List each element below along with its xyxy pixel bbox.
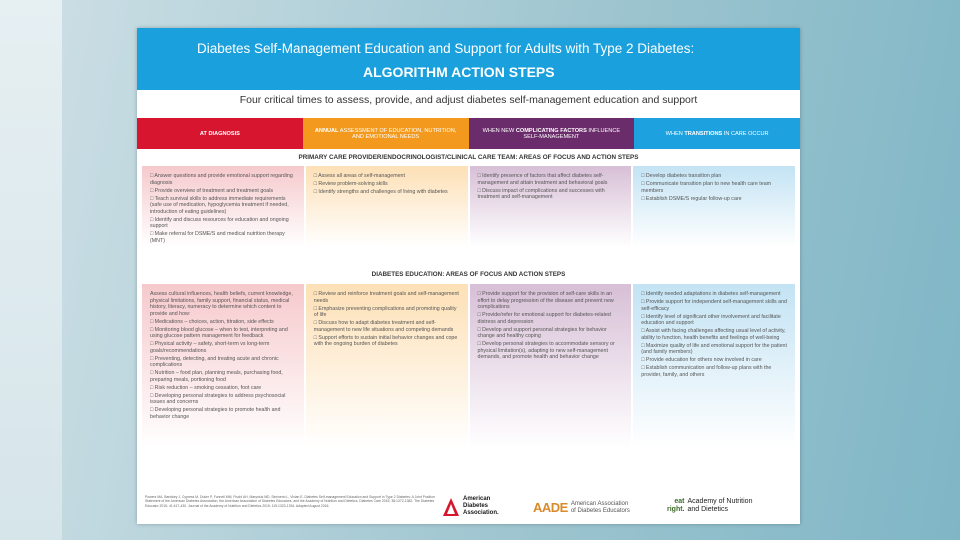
action-item: □ Monitoring blood glucose – when to test, interpreting and using glucose pattern management for feedback [150,326,288,339]
action-item: □ Provide support for independent self-management skills and self-efficacy [641,299,787,312]
section2-col-annual [306,284,468,489]
section1-col-diagnosis [142,166,304,267]
action-item: □ Emphasize preventing complications and promoting quality of life [313,305,457,318]
ada-line2: Diabetes [463,503,489,509]
ada-mark-icon [442,497,460,517]
phase-header-row [137,118,800,149]
section2-col-transitions [633,284,795,489]
aade-line1: American Association [570,500,629,507]
action-item: □ Identify needed adaptations in diabetes self-management [641,291,781,297]
title-bar [137,28,800,90]
section1-title: PRIMARY CARE PROVIDER/ENDOCRINOLOGIST/CLINICAL CARE TEAM: AREAS OF FOCUS AND ACTION STEPS [298,154,639,161]
left-decor-strip [0,0,62,540]
and-line2: and Dietetics [687,506,728,513]
action-item: □ Communicate transition plan to new health care team members [641,181,772,194]
action-item: □ Review and reinforce treatment goals and self-management needs [313,291,459,304]
phase-at-diagnosis [137,118,303,149]
and-line1: Academy of Nutrition [687,498,753,505]
action-item: □ Provide/refer for emotional support for diabetes-related distress and depression [477,312,611,325]
phase-2-rest: ASSESSMENT OF EDUCATION, NUTRITION, AND EMOTIONAL NEEDS [338,127,457,140]
ada-line3: Association. [463,510,499,516]
aade-line2: of Diabetes Educators [570,507,630,514]
section2-title: DIABETES EDUCATION: AREAS OF FOCUS AND ACTION STEPS [371,271,566,278]
action-item: □ Assist with facing challenges affecting usual level of activity, ability to function, health benefits and feelings of well-being [641,328,786,341]
document-page [137,28,800,524]
action-item: □ Develop personal strategies to accommodate sensory or physical limitation(s), adapting to new self-management demands, and promote health and behavior change [477,341,615,360]
action-item: □ Identify presence of factors that affect diabetes self-management and attain treatment and behavioral goals [477,173,608,186]
section1-col-annual [306,166,468,267]
phase-4-rest: IN CARE OCCUR [722,130,769,137]
phase-3-bold: COMPLICATING FACTORS [515,127,587,134]
ada-logo [442,496,499,517]
action-item: □ Establish DSME/S regular follow-up care [641,195,742,202]
action-item: □ Nutrition – food plan, planning meals, purchasing food, preparing meals, portioning food [150,370,283,383]
phase-4-prefix: WHEN [665,130,685,137]
action-item: □ Assess all areas of self-management [313,173,405,179]
citation: Powers MA, Bardsley J, Cypress M, Duker P, Funnell MM, Fischl AH, Maryniuk MD, Siminerio L, Vivian E. Diabetes Self-management Education and Support in Type 2 Diabetes: A Joint Position Statement of the American Diabetes Association, the American Association of Diabetes Educators, and the Academy of Nutrition and Dietetics. Diabetes Care 2015; 38:1372-1382. The Diabetes Educator 2015; 41:417-430. Journal of the Academy of Nutrition and Dietetics 2015; 115:1323-1334. Adapted August 2016. [145,495,435,508]
aade-logo [533,500,630,515]
section1-grid [142,166,795,267]
action-item: □ Provide overview of treatment and treatment goals [150,187,274,194]
and-mark2: right. [667,506,685,513]
action-item: □ Medications – choices, action, titration, side effects [150,318,274,325]
action-item: □ Support efforts to sustain initial behavior changes and cope with the ongoing burden of diabetes [313,334,458,347]
action-item: Assess cultural influences, health beliefs, current knowledge, physical limitations, family support, financial status, medical history, literacy, numeracy to determine which content to provide and how: [150,291,293,317]
action-item: □ Make referral for DSME/S and medical nutrition therapy (MNT) [150,231,285,244]
action-item: □ Risk reduction – smoking cessation, foot care [150,384,262,391]
action-item: □ Maximize quality of life and emotional support for the patient (and family members) [641,342,787,355]
action-item: □ Provide support for the provision of self-care skills in an effort to delay progression of the disease and prevent new complications [477,291,614,310]
and-logo [667,498,752,514]
section2-col-complicating [470,284,632,489]
aade-mark: AADE [533,500,568,515]
action-item: □ Discuss how to adapt diabetes treatment and self-management to new life situations and competing demands [313,320,454,333]
subtitle: Four critical times to assess, provide, and adjust diabetes self-management education and support [239,94,698,106]
action-item: □ Physical activity – safety, short-term vs long-term goals/recommendations [150,341,270,354]
action-item: □ Teach survival skills to address immediate requirements (safe use of medication, hypoglycemia treatment if needed, introduction of eating guidelines) [150,195,289,215]
phase-3-rest: INFLUENCE SELF-MANAGEMENT [523,127,621,140]
action-item: □ Establish communication and follow-up plans with the provider, family, and others [641,365,772,378]
action-item: □ Review problem-solving skills [313,181,388,187]
action-item: □ Answer questions and provide emotional support regarding diagnosis [150,173,293,186]
section2-grid [142,284,795,489]
action-item: □ Identify level of significant other involvement and facilitate education and support [641,313,781,326]
action-item: □ Provide education for others now involved in care [641,357,762,363]
phase-complicating [469,118,635,149]
and-mark1: eat [674,498,685,505]
action-item: □ Develop and support personal strategies for behavior change and healthy coping [477,326,607,339]
action-item: □ Developing personal strategies to promote health and behavior change [150,407,281,420]
action-item: □ Preventing, detecting, and treating acute and chronic complications [150,355,279,368]
action-item: □ Developing personal strategies to address psychosocial issues and concerns [150,392,286,405]
section1-col-complicating [470,166,632,267]
section1-col-transitions [633,166,795,267]
title-line1: Diabetes Self-Management Education and Support for Adults with Type 2 Diabetes: [197,41,695,56]
action-item: □ Discuss impact of complications and successes with treatment and self-management [477,187,605,200]
action-item: □ Identify and discuss resources for education and ongoing support [150,216,289,229]
phase-3-prefix: WHEN NEW [482,127,516,134]
phase-4-bold: TRANSITIONS [684,130,723,137]
action-item: □ Identify strengths and challenges of living with diabetes [313,189,448,195]
phase-1-bold: AT DIAGNOSIS [199,130,240,137]
phase-2-bold: ANNUAL [314,127,339,134]
action-item: □ Develop diabetes transition plan [641,173,722,179]
phase-annual [303,118,469,149]
section2-col-diagnosis [142,284,304,489]
phase-transitions [634,118,800,149]
title-line2: ALGORITHM ACTION STEPS [363,64,555,80]
ada-line1: American [463,496,491,502]
